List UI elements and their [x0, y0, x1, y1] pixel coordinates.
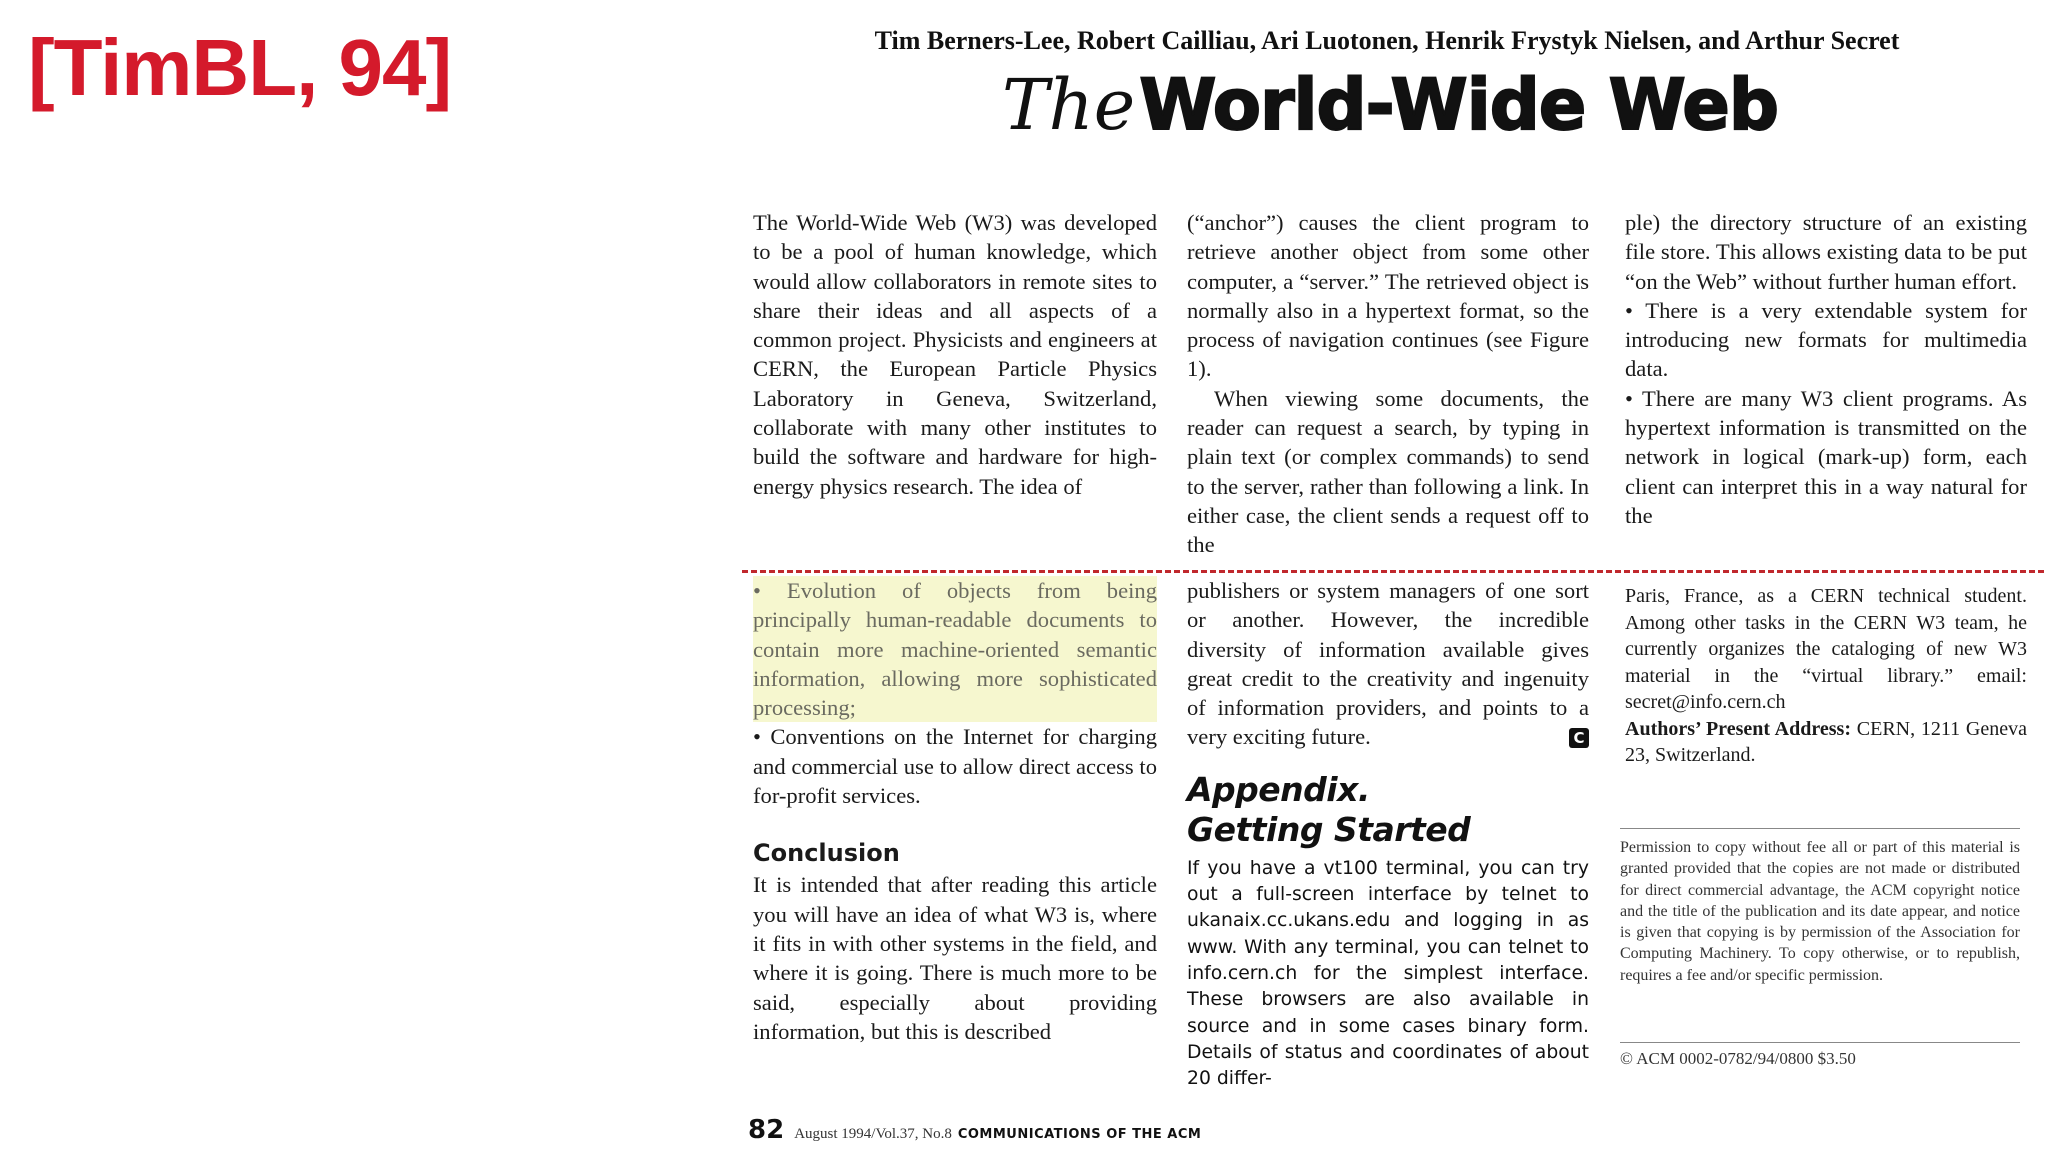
copyright-line: © ACM 0002-0782/94/0800 $3.50 [1620, 1042, 2020, 1069]
highlighted-semantic-bullet: • Evolution of objects from being principally human-readable documents to contain more machine-oriented semantic information, allowing more sophisticated processing; [753, 576, 1157, 722]
address-label: Authors’ Present Address: [1625, 717, 1851, 740]
article-title [800, 64, 1980, 146]
page-number: 82 [748, 1115, 785, 1145]
page-footer [748, 1115, 1201, 1145]
col3-paragraph-1: ple) the directory structure of an existing file store. This allows existing data to be put “on the Web” without further human effort. [1625, 210, 2027, 294]
col3-bullet-clients: • There are many W3 client programs. As hypertext information is transmitted on the network in logical (mark-up) form, each client can interpret this in a way natural for the [1625, 385, 2027, 528]
conclusion-heading: Conclusion [753, 839, 900, 868]
col3-bullet-formats: • There is a very extendable system for introducing new formats for multimedia data. [1625, 297, 2027, 382]
appendix-heading [1187, 770, 1589, 850]
address-text: CERN, 1211 Geneva 23, Switzerland. [1625, 717, 2028, 766]
article-title-the: The [1001, 64, 1136, 146]
article-authors: Tim Berners-Lee, Robert Cailliau, Ari Luotonen, Henrik Frystyk Nielsen, and Arthur Secret [874, 26, 1900, 55]
column-2-top [1187, 208, 1589, 560]
authors-address [1625, 716, 2027, 769]
appendix-heading-line-1: Appendix. [1187, 769, 1370, 809]
end-of-article-mark: C [1569, 728, 1589, 748]
permission-notice: Permission to copy without fee all or part of this material is granted provided that the copies are not made or distributed for direct commercial advantage, the ACM copyright notice and the title of the publication and its date appear, and notice is given that copying is by permission of the Association for Computing Machinery. To copy otherwise, or to republish, requires a fee and/or specific permission. [1620, 828, 2020, 986]
slide-reference-label: [TimBL, 94] [28, 23, 452, 112]
col2-paragraph-2: When viewing some documents, the reader can request a search, by typing in plain text (or complex commands) to send to the server, rather than following a link. In either case, the client sends a request off to the [1187, 385, 1589, 558]
intro-paragraph: The World-Wide Web (W3) was developed to be a pool of human knowledge, which would allow collaborators in remote sites to share their ideas and all aspects of a common project. Physicists and engineers at CERN, the European Particle Physics Laboratory in Geneva, Switzerland, collaborate with many other institutes to build the software and hardware for high-energy physics research. The idea of [753, 210, 1157, 499]
appendix-paragraph: If you have a vt100 terminal, you can try out a full-screen interface by telnet to ukanaix.cc.ukans.edu and logging in as www. With any terminal, you can telnet to info.cern.ch for the simplest interface. These browsers are also available in source and in some cases binary form. Details of status and coordinates of about 20 differ- [1187, 857, 1589, 1090]
page-cut-divider [742, 570, 2044, 573]
col2-bottom-text: publishers or system managers of one sort or another. However, the incredible diversity of information available gives great credit to the creativity and ingenuity of information providers, and points to a very exciting future. [1187, 578, 1589, 750]
column-3-bottom [1625, 583, 2027, 769]
column-1-top [753, 208, 1157, 501]
column-3-top [1625, 208, 2027, 530]
author-bio: Paris, France, as a CERN technical student. Among other tasks in the CERN W3 team, he currently organizes the cataloging of new W3 material in the “virtual library.” email: secret@info.cern.ch [1625, 585, 2027, 713]
conventions-bullet: • Conventions on the Internet for charging and commercial use to allow direct access to for-profit services. [753, 724, 1157, 809]
column-2-bottom [1187, 576, 1589, 1092]
conclusion-paragraph: It is intended that after reading this article you will have an idea of what W3 is, where it fits in with other systems in the field, and where it is going. There is much more to be said, especially about providing information, but this is described [753, 872, 1157, 1044]
column-1-bottom [753, 576, 1157, 1046]
issue-info: August 1994/Vol.37, No.8 [794, 1126, 952, 1142]
col2-paragraph-1: (“anchor”) causes the client program to retrieve another object from some other computer, a “server.” The retrieved object is normally also in a hypertext format, so the process of navigation continues (see Figure 1). [1187, 210, 1589, 382]
col2-bottom-paragraph [1187, 576, 1589, 752]
appendix-heading-line-2: Getting Started [1187, 809, 1471, 849]
article-title-main: World-Wide Web [1139, 64, 1778, 146]
magazine-name: COMMUNICATIONS OF THE ACM [957, 1127, 1202, 1142]
